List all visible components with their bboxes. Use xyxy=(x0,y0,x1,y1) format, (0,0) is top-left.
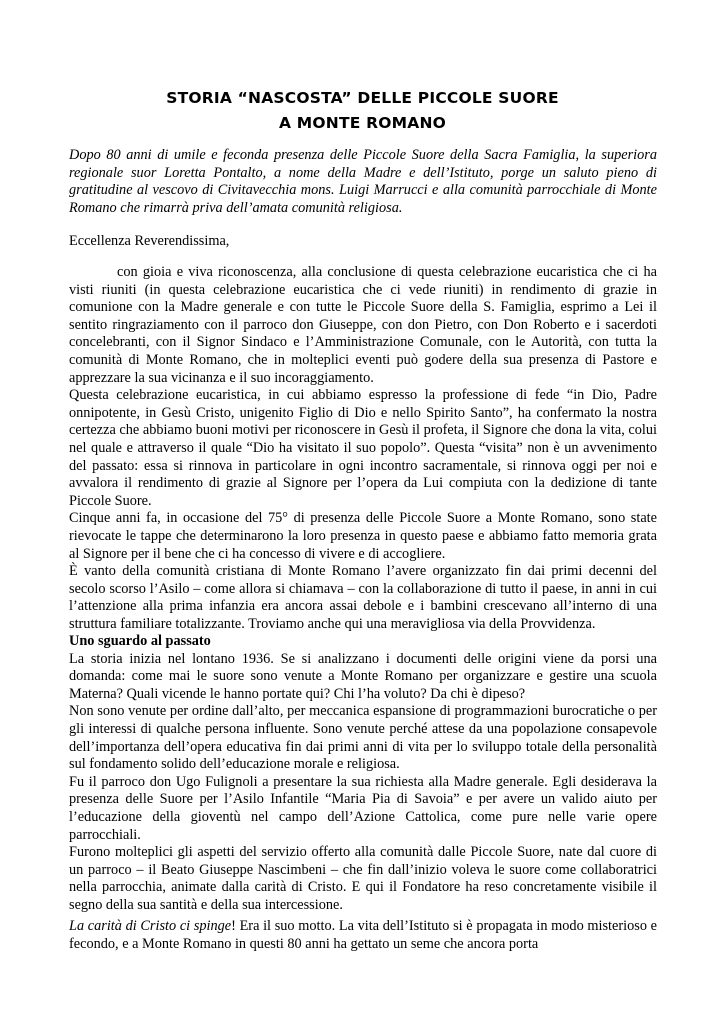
section-paragraph: Furono molteplici gli aspetti del servizio offerto alla comunità dalle Piccole Suore, nate dal cuore di un parroco – il Beato Giuseppe Nascimbeni – che fin dall’inizio voleva le suore come collaboratrici nella parrocchia, animate dalla carità di Cristo. E qui il Fondatore ha reso concretamente visibile il segno della sua santità e della sua intercessione. xyxy=(69,844,657,913)
closing-text: ! Era il suo motto. La vita dell’Istituto si è propagata in modo misterioso e fecondo, e a Monte Romano in questi 80 anni ha gettato un seme che ancora porta xyxy=(69,918,657,952)
document-title-line-2: A MONTE ROMANO xyxy=(278,114,446,132)
closing-paragraph xyxy=(69,918,657,953)
body-paragraph: Questa celebrazione eucaristica, in cui abbiamo espresso la professione di fede “in Dio, Padre onnipotente, in Gesù Cristo, unigenito Figlio di Dio e nello Spirito Santo”, ha confermato la nostra certezza che abbiamo buoni motivi per riconoscere in Gesù il profeta, il Signore che dona la vita, colui nel quale e attraverso il quale “Dio ha visitato il suo popolo”. Questa “visita” non è un avvenimento del passato: essa si rinnova in particolare in ogni incontro sacramentale, si rinnova oggi per noi e avvalora il rendimento di grazie al Signore per l’opera da Lui compiuta con la dedizione di tante Piccole Suore. xyxy=(69,387,657,509)
body-paragraph: È vanto della comunità cristiana di Monte Romano l’avere organizzato fin dai primi decenni del secolo scorso l’Asilo – come allora si chiamava – con la collaborazione di tutto il paese, in anni in cui l’attenzione alla prima infanzia era ancora assai debole e i bambini crescevano all’interno di una struttura familiare totalizzante. Troviamo anche qui una meravigliosa via della Provvidenza. xyxy=(69,563,657,632)
section-paragraph: Fu il parroco don Ugo Fulignoli a presentare la sua richiesta alla Madre generale. Egli desiderava la presenza delle Suore per l’Asilo Infantile “Maria Pia di Savoia” e per avere un valido aiuto per l’educazione della gioventù nel campo dell’Azione Cattolica, come pure nelle varie opere parrocchiali. xyxy=(69,773,657,843)
body-paragraph: Cinque anni fa, in occasione del 75° di presenza delle Piccole Suore a Monte Romano, sono state rievocate le tappe che determinarono la loro presenza in questo paese e abbiamo fatto memoria grata al Signore per il bene che ci ha concesso di vivere e di accogliere. xyxy=(69,510,657,562)
salutation: Eccellenza Reverendissima, xyxy=(69,233,230,249)
motto-text: La carità di Cristo ci spinge xyxy=(69,918,232,934)
intro-paragraph: Dopo 80 anni di umile e feconda presenza delle Piccole Suore della Sacra Famiglia, la superiora regionale suor Loretta Pontalto, a nome della Madre e dell’Istituto, porge un saluto pieno di gratitudine al vescovo di Civitavecchia mons. Luigi Marrucci e alla comunità parrocchiale di Monte Romano che rimarrà priva dell’amata comunità religiosa. xyxy=(69,147,657,216)
document-title-line-1: STORIA “NASCOSTA” DELLE PICCOLE SUORE xyxy=(166,89,559,107)
body-paragraph: con gioia e viva riconoscenza, alla conclusione di questa celebrazione eucaristica che ci ha visti riuniti (in questa celebrazione eucaristica che ci vede riuniti) in rendimento di grazie in comunione con la Madre generale e con tutte le Piccole Suore della S. Famiglia, esprimo a Lei il sentito ringraziamento con il parroco don Giuseppe, con don Pietro, con Don Roberto e i sacerdoti concelebranti, con il Signor Sindaco e l’Amministrazione Comunale, con le Autorità, con tutta la comunità di Monte Romano, che in molteplici eventi può godere della sua presenza di Pastore e apprezzare la sua vicinanza e il suo incoraggiamento. xyxy=(69,264,657,386)
letter-body xyxy=(69,264,657,633)
section-past xyxy=(69,633,657,915)
section-paragraph: Non sono venute per ordine dall’alto, per meccanica espansione di programmazioni burocratiche o per gli interessi di qualche persona influente. Sono venute perché attese da una popolazione consapevole dell’importanza dell’opera educativa fin dai primi anni di vita per lo sviluppo totale della personalità sul fondamento solido dell’educazione morale e religiosa. xyxy=(69,703,657,773)
section-paragraph: La storia inizia nel lontano 1936. Se si analizzano i documenti delle origini viene da porsi una domanda: come mai le suore sono venute a Monte Romano per organizzare e gestire una scuola Materna? Quali vicende le hanno portate qui? Chi l’ha voluto? Da chi è dipeso? xyxy=(69,650,657,702)
section-heading: Uno sguardo al passato xyxy=(69,633,211,649)
